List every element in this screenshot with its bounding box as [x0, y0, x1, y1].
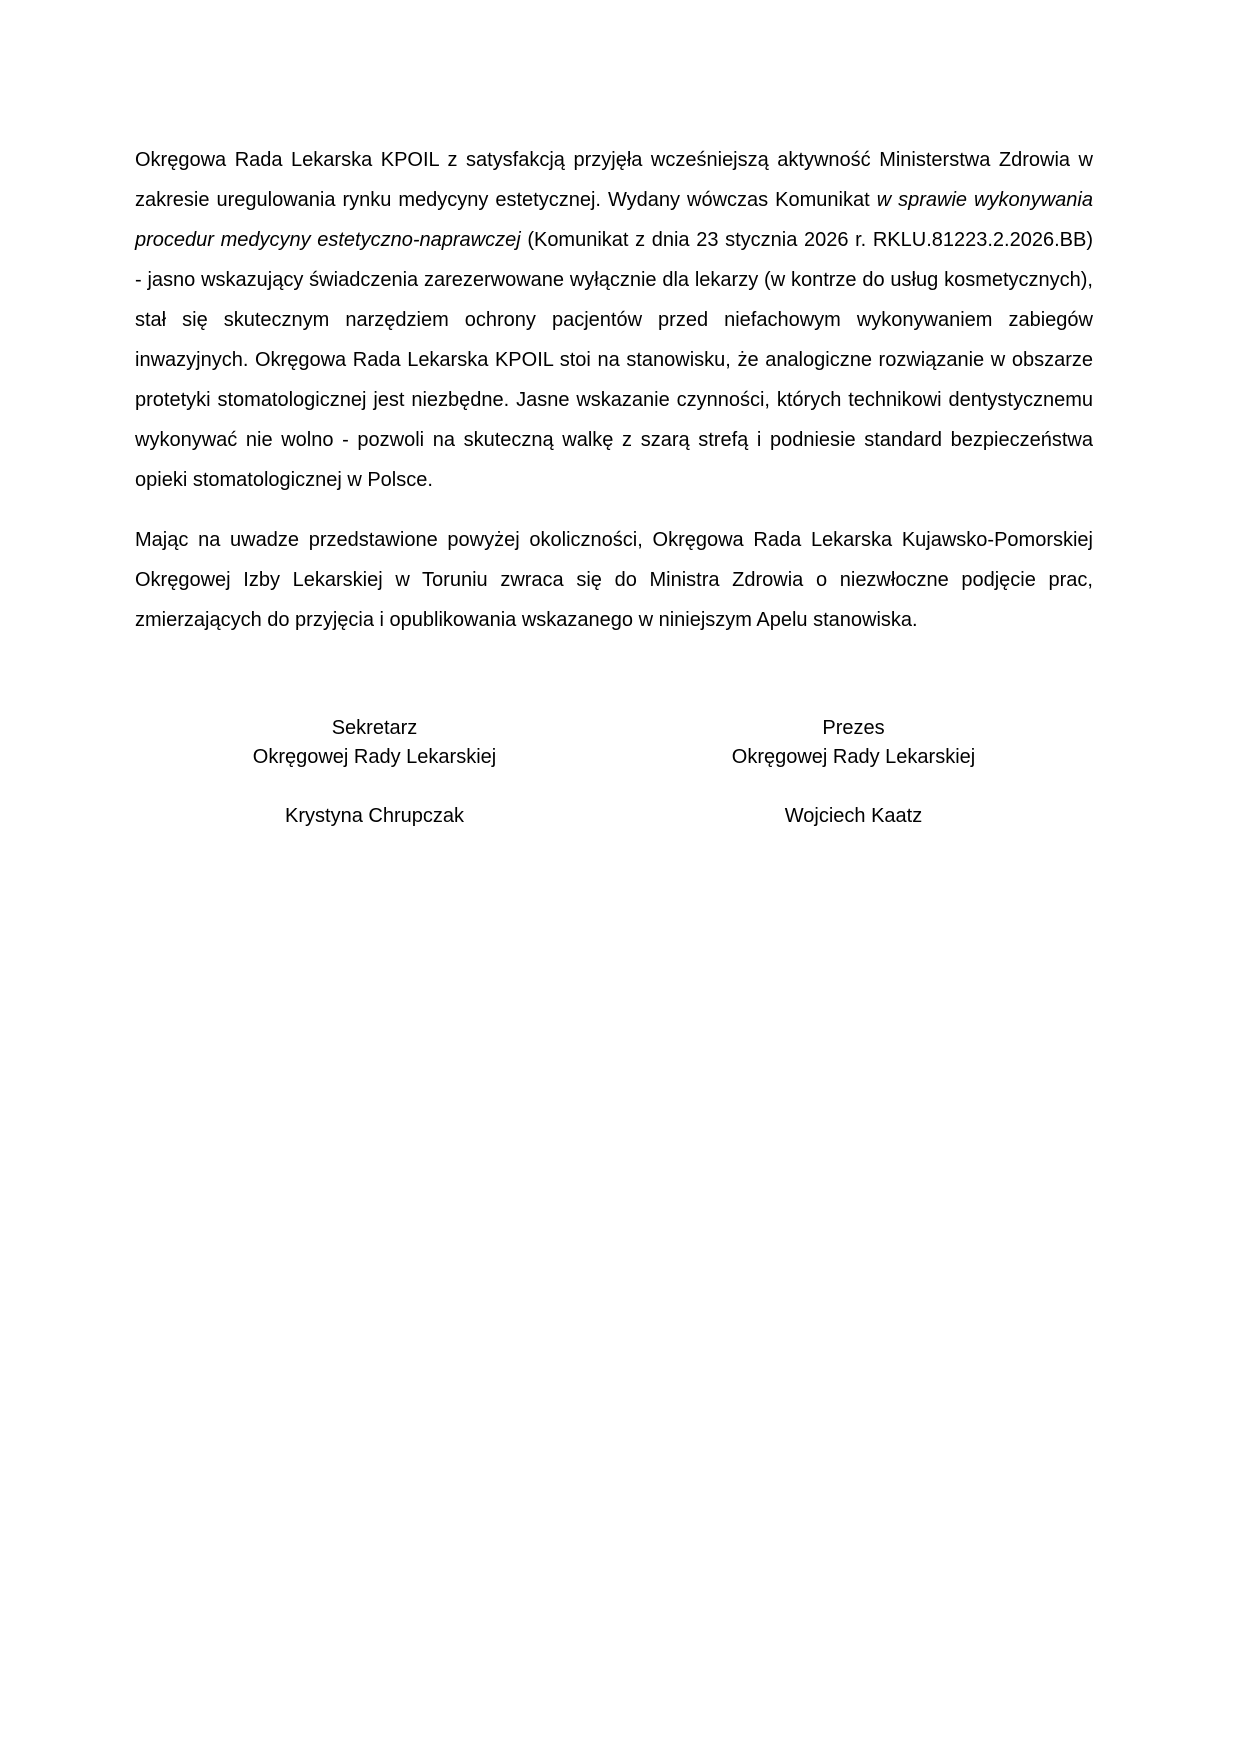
signature-left-name: Krystyna Chrupczak [285, 805, 464, 827]
signature-right [614, 714, 1093, 831]
signature-left-title: Sekretarz [331, 717, 418, 739]
paragraph-1 [135, 140, 1093, 500]
signature-right-name: Wojciech Kaatz [784, 805, 923, 827]
signature-right-organization: Okręgowej Rady Lekarskiej [731, 746, 976, 768]
paragraph-2 [135, 520, 1093, 640]
signature-block [135, 714, 1093, 831]
signature-right-title: Prezes [822, 717, 885, 739]
paragraph-1-italic-phrase: w sprawie wykonywania procedur medycyny estetyczno-naprawczej [135, 189, 1093, 251]
signature-left-organization: Okręgowej Rady Lekarskiej [252, 746, 497, 768]
paragraph-1-text-continued: (Komunikat z dnia 23 stycznia 2026 r. RKLU.81223.2.2026.BB) - jasno wskazujący świadczenia zarezerwowane wyłącznie dla lekarzy (w kontrze do usług kosmetycznych), stał się skutecznym narzędziem ochrony pacjentów przed niefachowym wykonywaniem zabiegów inwazyjnych. Okręgowa Rada Lekarska KPOIL stoi na stanowisku, że analogiczne rozwiązanie w obszarze protetyki stomatologicznej jest niezbędne. Jasne wskazanie czynności, których technikowi dentystycznemu wykonywać nie wolno - pozwoli na skuteczną walkę z szarą strefą i podniesie standard bezpieczeństwa opieki stomatologicznej w Polsce. [135, 229, 1093, 491]
paragraph-1-text: Okręgowa Rada Lekarska KPOIL z satysfakcją przyjęła wcześniejszą aktywność Ministerstwa Zdrowia w zakresie uregulowania rynku medycyny estetycznej. Wydany wówczas Komunikat [135, 149, 1093, 211]
paragraph-2-text: Mając na uwadze przedstawione powyżej okoliczności, Okręgowa Rada Lekarska Kujawsko-Pomorskiej Okręgowej Izby Lekarskiej w Toruniu zwraca się do Ministra Zdrowia o niezwłoczne podjęcie prac, zmierzających do przyjęcia i opublikowania wskazanego w niniejszym Apelu stanowiska. [135, 529, 1093, 631]
signature-left [135, 714, 614, 831]
